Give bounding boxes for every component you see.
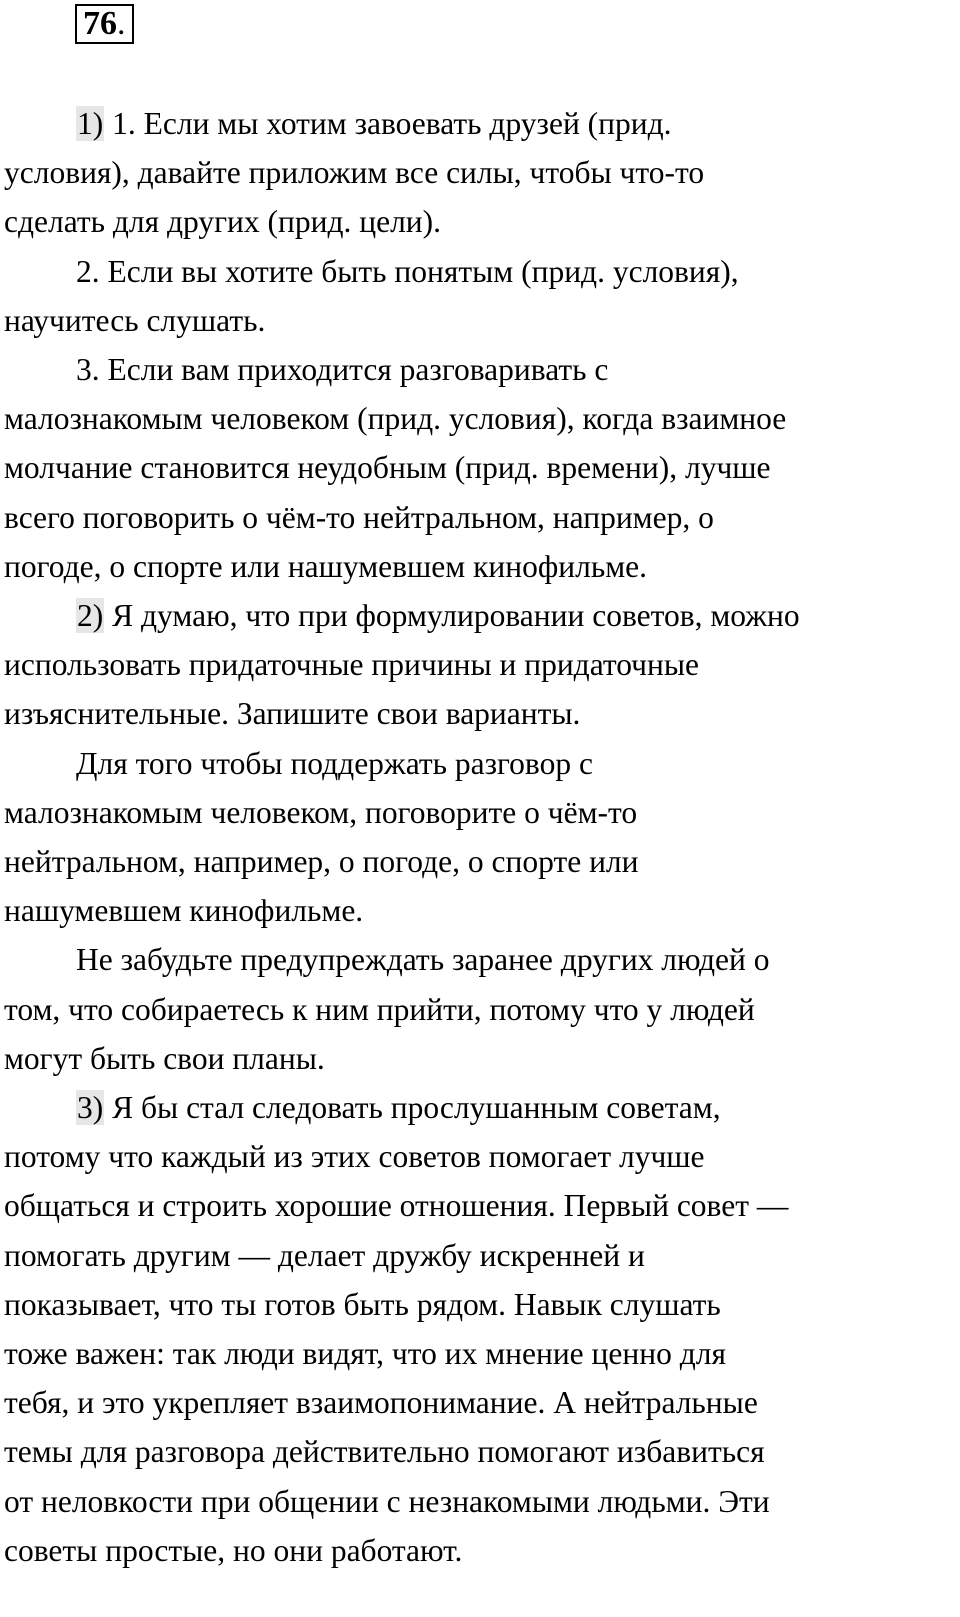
section-marker-2: 2) <box>77 598 104 634</box>
text-line: советы простые, но они работают. <box>4 1532 463 1568</box>
text-line: потому что каждый из этих советов помогает лучше <box>4 1139 705 1175</box>
text-line: от неловкости при общении с незнакомыми людьми. Эти <box>4 1483 770 1519</box>
section-marker-3: 3) <box>77 1090 104 1126</box>
text-line: 3) Я бы стал следовать прослушанным советам, <box>77 1090 721 1126</box>
text-line: 2) Я думаю, что при формулировании советов, можно <box>77 598 800 634</box>
task-number-dot: . <box>117 5 126 42</box>
text-line: научитесь слушать. <box>4 302 266 338</box>
text-line: 2. Если вы хотите быть понятым (прид. условия), <box>76 253 739 289</box>
text-line: погоде, о спорте или нашумевшем кинофильме. <box>4 548 647 584</box>
text-line: темы для разговора действительно помогают избавиться <box>4 1434 765 1470</box>
answer-text <box>4 99 944 1575</box>
text-line: общаться и строить хорошие отношения. Первый совет — <box>4 1188 789 1224</box>
text-line: малознакомым человеком, поговорите о чём-то <box>4 794 638 830</box>
section-marker-1: 1) <box>77 106 104 141</box>
text-line: помогать другим — делает дружбу искренней и <box>4 1237 645 1273</box>
task-number: 76 <box>83 5 117 42</box>
text-line: малознакомым человеком (прид. условия), когда взаимное <box>4 401 787 437</box>
text-line: тебя, и это укрепляет взаимопонимание. А нейтральные <box>4 1385 758 1421</box>
text-line: сделать для других (прид. цели). <box>4 204 442 240</box>
text-line: нейтральном, например, о погоде, о спорте или <box>4 844 639 880</box>
text-line: 1) 1. Если мы хотим завоевать друзей (прид. <box>77 106 672 141</box>
text-line: использовать придаточные причины и придаточные <box>4 647 699 683</box>
text-line: условия), давайте приложим все силы, чтобы что-то <box>4 155 705 191</box>
text-line: изъяснительные. Запишите свои варианты. <box>4 696 581 732</box>
text-line: показывает, что ты готов быть рядом. Навык слушать <box>4 1286 721 1322</box>
text-line: молчание становится неудобным (прид. времени), лучше <box>4 450 771 486</box>
text-line: могут быть свои планы. <box>4 1040 325 1076</box>
text-line: всего поговорить о чём-то нейтральном, например, о <box>4 499 714 535</box>
task-number-box <box>75 4 134 44</box>
text-line: тоже важен: так люди видят, что их мнение ценно для <box>4 1336 726 1372</box>
text-line: нашумевшем кинофильме. <box>4 893 364 929</box>
text-line: Для того чтобы поддержать разговор с <box>76 745 593 781</box>
text-line: 3. Если вам приходится разговаривать с <box>76 352 609 388</box>
text-line: том, что собираетесь к ним прийти, потому что у людей <box>4 991 755 1027</box>
text-line: Не забудьте предупреждать заранее других людей о <box>76 942 770 978</box>
